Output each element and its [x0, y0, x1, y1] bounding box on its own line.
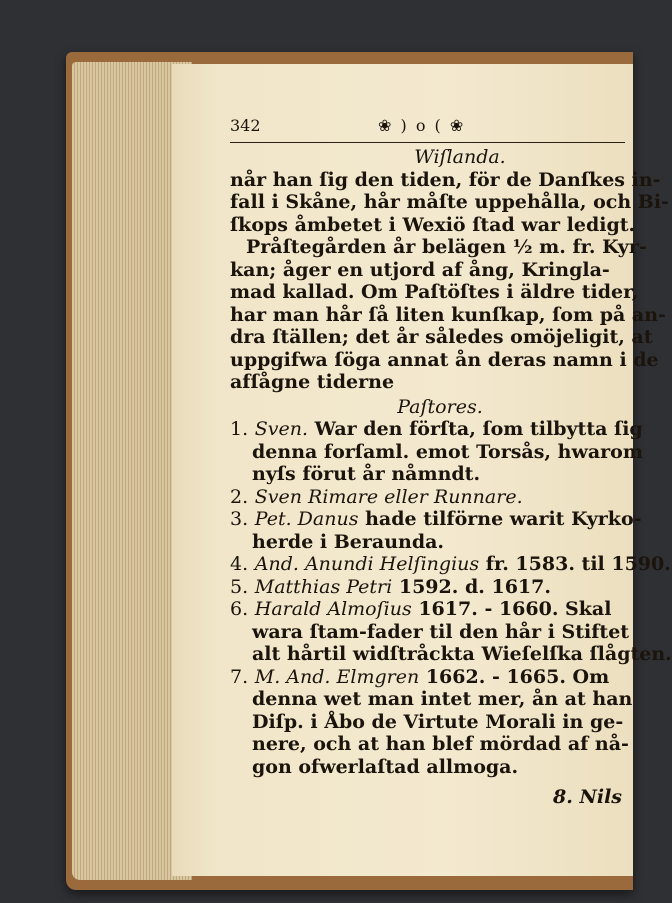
entry-number: 6. [230, 598, 249, 620]
catchword: 8. Nils [553, 786, 622, 808]
entry-text: 1662. - 1665. Om [425, 665, 610, 688]
header-ornament: ❀ ) o ( ❀ [378, 116, 466, 135]
text-line: Pråſtegården år belägen ½ m. fr. Kyr- [246, 236, 647, 258]
page-text [230, 146, 672, 809]
text-line: fall i Skåne, hår måſte uppehålla, och Bi- [230, 191, 669, 213]
entry-line [230, 598, 630, 621]
entry-name: Sven. [254, 418, 309, 440]
entry-name: Sven Rimare eller Runnare. [254, 485, 523, 508]
section-title: Wiſlanda. [414, 146, 506, 168]
text-line: har man hår ſå liten kunſkap, ſom på an- [230, 303, 666, 326]
entry-line: gon ofwerlaſtad allmoga. [252, 755, 519, 778]
running-header [230, 116, 625, 140]
entry-line: alt hårtil widſtråckta Wieſelſka ſlågten. [252, 643, 672, 665]
entry-line: wara ſtam-fader til den hår i Stiftet [252, 620, 630, 643]
entry-line: nere, och at han blef mördad af nå- [252, 733, 629, 755]
entry-line [230, 486, 630, 509]
entry-line: denna forſaml. emot Torsås, hwarom [252, 440, 643, 463]
book-page [172, 64, 672, 876]
entry-text: War den förſta, ſom tilbytta ſig [314, 418, 643, 440]
entry-line: herde i Beraunda. [252, 530, 445, 553]
entry-line [230, 418, 643, 441]
text-line: kan; åger en utjord af ång, Kringla- [230, 258, 610, 281]
entry-number: 4. [230, 553, 249, 575]
subtitle-pastores: Paſtores. [397, 395, 483, 418]
entry-text: hade tilförne warit Kyrko- [365, 508, 642, 530]
text-line: når han ſig den tiden, för de Danſkes in- [230, 168, 661, 191]
entry-line: denna wet man intet mer, ån at han [252, 688, 633, 710]
entry-line [230, 508, 642, 531]
entry-number: 3. [230, 508, 249, 530]
page-number: 342 [230, 116, 261, 135]
entry-line [230, 576, 630, 599]
entry-number: 5. [230, 575, 249, 598]
entry-text: fr. 1583. til 1590. [485, 553, 671, 575]
entry-line [230, 666, 630, 689]
entry-name: And. Anundi Helſingius [254, 553, 480, 575]
entry-name: M. And. Elmgren [254, 665, 420, 688]
entry-name: Matthias Petri [254, 575, 393, 598]
entry-number: 7. [230, 665, 249, 688]
header-rule [230, 142, 625, 143]
entry-line: nyſs förut år nåmndt. [252, 463, 481, 485]
entry-number: 2. [230, 485, 249, 508]
entry-line [230, 553, 671, 576]
text-line: afſågne tiderne [230, 371, 395, 393]
entry-text: 1617. - 1660. Skal [418, 598, 612, 620]
text-line: mad kallad. Om Paſtöſtes i äldre tider, [230, 281, 639, 303]
text-line: dra ſtällen; det år således omöjeligit, at [230, 326, 653, 348]
entry-number: 1. [230, 418, 249, 440]
entry-name: Pet. Danus [254, 508, 359, 530]
text-line: uppgifwa ſöga annat ån deras namn i de [230, 348, 659, 371]
entry-name: Harald Almoſius [254, 598, 412, 620]
entry-text: 1592. d. 1617. [398, 575, 551, 598]
text-line: ſkops åmbetet i Wexiö ſtad war ledigt. [230, 213, 636, 236]
entry-line: Diſp. i Åbo de Virtute Morali in ge- [252, 710, 624, 733]
